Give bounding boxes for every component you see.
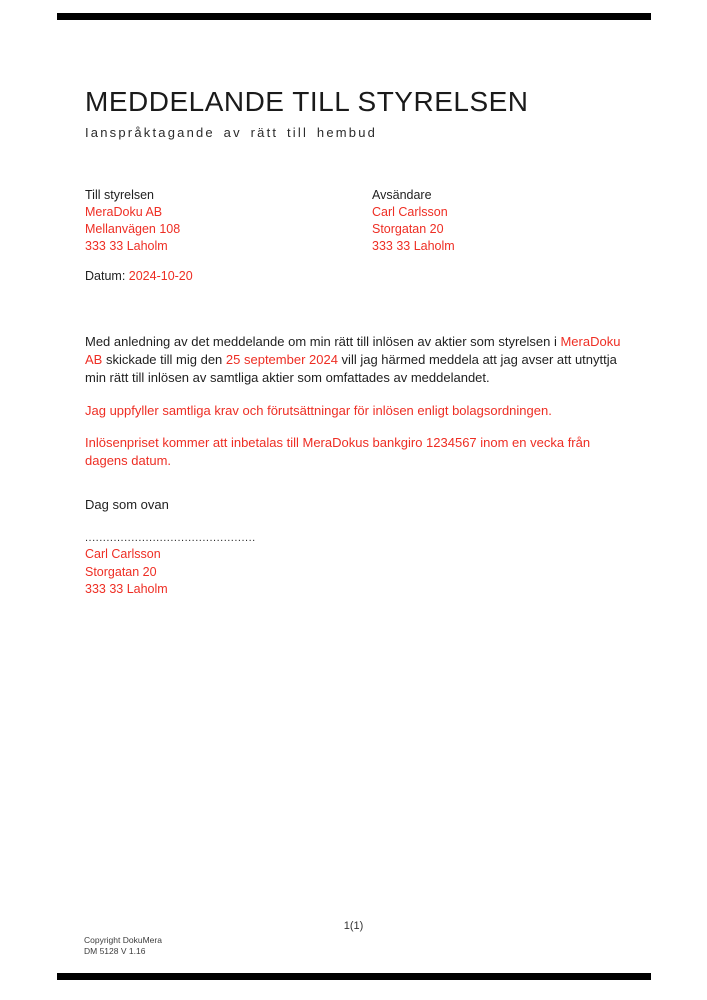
- paragraph-intro-text-2: skickade till mig den: [102, 352, 226, 367]
- date-value: 2024-10-20: [128, 269, 193, 283]
- paragraph-intro-date: 25 september 2024: [225, 352, 338, 367]
- paragraph-intro: [85, 333, 625, 387]
- paragraph-intro-company: MeraDoku AB: [85, 334, 621, 367]
- signature-name: Carl Carlsson: [85, 547, 161, 561]
- recipient-city: 333 33 Laholm: [85, 239, 168, 253]
- address-section: [85, 187, 625, 255]
- footer-meta: [84, 935, 162, 957]
- footer-copyright: Copyright DokuMera: [84, 935, 162, 945]
- date-label: Datum:: [85, 269, 129, 283]
- paragraph-intro-text-1: Med anledning av det meddelande om min rätt till inlösen av aktier som styrelsen i: [85, 334, 561, 349]
- sender-block: [372, 187, 455, 255]
- sender-city: 333 33 Laholm: [372, 239, 455, 253]
- recipient-label: Till styrelsen: [85, 188, 154, 202]
- signature-line: ................................................: [85, 532, 256, 544]
- signature-city: 333 33 Laholm: [85, 582, 168, 596]
- recipient-block: [85, 187, 372, 255]
- signature-street: Storgatan 20: [85, 564, 157, 579]
- date-line: [85, 269, 625, 283]
- letter-content: [85, 0, 625, 599]
- paragraph-requirements: Jag uppfyller samtliga krav och förutsättningar för inlösen enligt bolagsordningen.: [85, 403, 552, 418]
- closing-phrase: Dag som ovan: [85, 497, 169, 512]
- recipient-street: Mellanvägen 108: [85, 222, 181, 236]
- recipient-company: MeraDoku AB: [85, 205, 163, 219]
- sender-name: Carl Carlsson: [372, 205, 448, 219]
- page-number: 1(1): [343, 920, 364, 932]
- sender-label: Avsändare: [372, 188, 432, 202]
- bottom-rule: [57, 973, 651, 980]
- footer-doc-id: DM 5128 V 1.16: [84, 946, 146, 956]
- paragraph-payment: Inlösenpriset kommer att inbetalas till MeraDokus bankgiro 1234567 inom en vecka från dagens datum.: [85, 435, 591, 468]
- paragraph-intro-text-3: vill jag härmed meddela att jag avser att utnyttja min rätt till inlösen av samtliga aktier som omfattades av meddelandet.: [85, 352, 617, 385]
- page-title: MEDDELANDE TILL STYRELSEN: [85, 86, 529, 117]
- page-subtitle: Ianspråktagande av rätt till hembud: [85, 125, 378, 140]
- sender-street: Storgatan 20: [372, 222, 444, 236]
- signature-block: [85, 532, 625, 599]
